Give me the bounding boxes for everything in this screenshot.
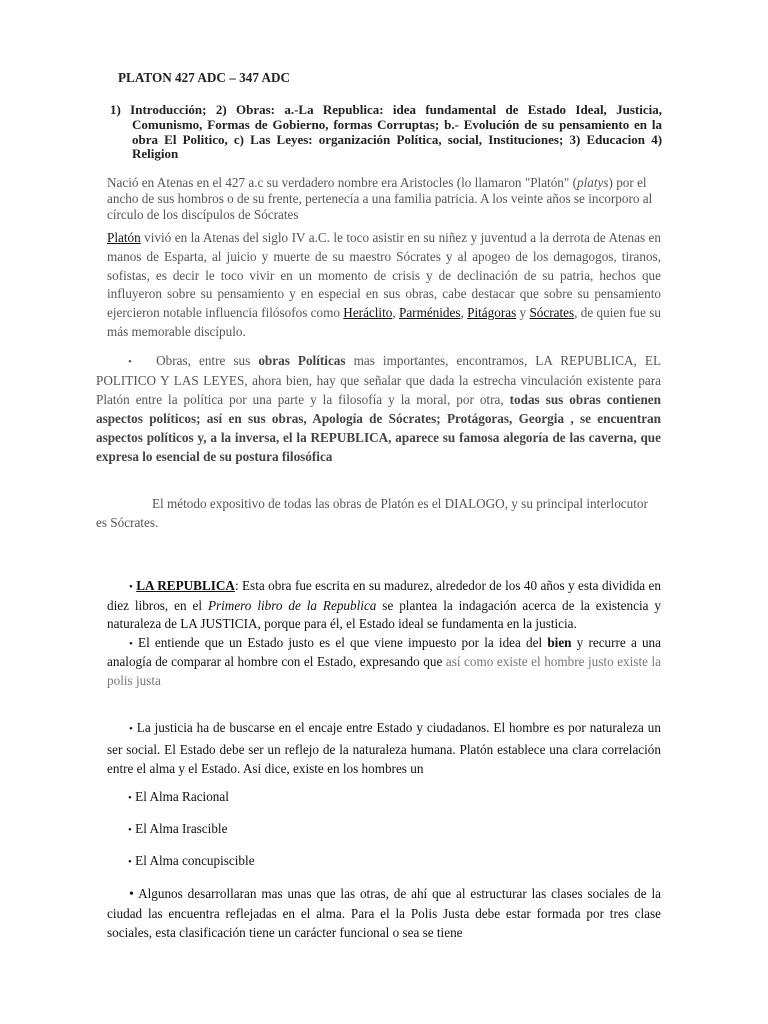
bullet-icon: • bbox=[128, 356, 132, 368]
philosopher-heraclito: Heráclito bbox=[343, 305, 393, 321]
bullet-icon: • bbox=[129, 723, 133, 735]
philosopher-socrates: Sócrates bbox=[529, 305, 575, 321]
bullet-icon: • bbox=[129, 887, 134, 902]
bullet-icon: • bbox=[128, 824, 132, 836]
alma-list-item: • El Alma concupiscible bbox=[128, 853, 255, 868]
philosopher-pitagoras: Pitágoras bbox=[467, 305, 517, 321]
bullet-icon: • bbox=[129, 637, 133, 650]
philosopher-parmenides: Parménides bbox=[398, 305, 461, 321]
alma-list-item: • El Alma Irascible bbox=[128, 821, 228, 836]
alma-list-item: • El Alma Racional bbox=[128, 789, 229, 804]
intro-outline bbox=[110, 103, 662, 162]
metodo-paragraph: El método expositivo de todas las obras de Platón es el DIALOGO, y su principal interlocutor es Sócrates. bbox=[96, 496, 648, 530]
document-title: PLATON 427 ADC – 347 ADC bbox=[118, 70, 291, 85]
bullet-icon: • bbox=[128, 856, 132, 868]
algunos-paragraph: • Algunos desarrollaran mas unas que las otras, de ahí que al estructurar las clases sociales de la ciudad las encuentra reflejadas en el alma. Para el la Polis Justa debe estar formada por tres clase sociales, esta clasificación tiene un carácter funcional o sea se tiene bbox=[107, 886, 661, 941]
platon-context-paragraph: Platón vivió en la Atenas del siglo IV a.C. le toco asistir en su niñez y juventud a la derrota de Atenas en manos de Esparta, al juicio y muerte de su maestro Sócrates y al apogeo de los demagogos, tiranos, sofistas, es decir le toco vivir en un momento de crisis y de declinación de su patria, hechos que influyeron sobre su pensamiento y en especial en sus obras, cabe destacar que sobre su pensamiento ejercieron notable influencia filósofos como Heráclito, Parménides, Pitágoras y Sócrates, de quien fue su más memorable discípulo. bbox=[107, 230, 662, 339]
republica-heading: LA REPUBLICA bbox=[136, 578, 235, 593]
obras-paragraph: • Obras, entre sus obras Políticas mas importantes, encontramos, LA REPUBLICA, EL POLITICO Y LAS LEYES, ahora bien, hay que señalar que dada la estrecha vinculación existente para Platón entre la política por una parte y la filosofía y la moral, por otra, todas sus obras contienen aspectos políticos; así en sus obras, Apología de Sócrates; Protágoras, Georgia , se encuentran aspectos políticos y, a la inversa, el la REPUBLICA, aparece su famosa alegoría de las caverna, que expresa lo esencial de su postura filosófica bbox=[96, 353, 661, 464]
outline-item: 1) Introducción; 2) Obras: a.-La Republica: idea fundamental de Estado Ideal, Justicia, Comunismo, Formas de Gobierno, formas Corruptas; b.- Evolución de su pensamiento en la obra El Politico, c) Las Leyes: organización Política, social, Instituciones; 3) Educacion 4) Religion bbox=[110, 102, 663, 162]
bullet-icon: • bbox=[129, 581, 133, 593]
justicia-paragraph: • La justicia ha de buscarse en el encaje entre Estado y ciudadanos. El hombre es por naturaleza un ser social. El Estado debe ser un reflejo de la naturaleza humana. Platón establece una clara correlación entre el alma y el Estado. Asi dice, existe en los hombres un bbox=[107, 720, 661, 776]
platon-name-link: Platón bbox=[107, 230, 141, 245]
biography-paragraph: Nació en Atenas en el 427 a.c su verdadero nombre era Aristocles (lo llamaron "Platón" (platys) por el ancho de sus hombros o de su frente, pertenecía a una familia patricia. A los veinte años se incorporo al círculo de los discípulos de Sócrates bbox=[107, 175, 653, 222]
republica-section: • LA REPUBLICA: Esta obra fue escrita en su madurez, alrededor de los 40 años y esta dividida en diez libros, en el Primero libro de la Republica se plantea la indagación acerca de la existencia y naturaleza de LA JUSTICIA, porque para él, el Estado ideal se fundamenta en la justicia. • El entiende que un Estado justo es el que viene impuesto por la idea del bien y recurre a una analogía de comparar al hombre con el Estado, expresando que así como existe el hombre justo existe la polis justa bbox=[107, 578, 662, 688]
bullet-icon: • bbox=[128, 792, 132, 804]
